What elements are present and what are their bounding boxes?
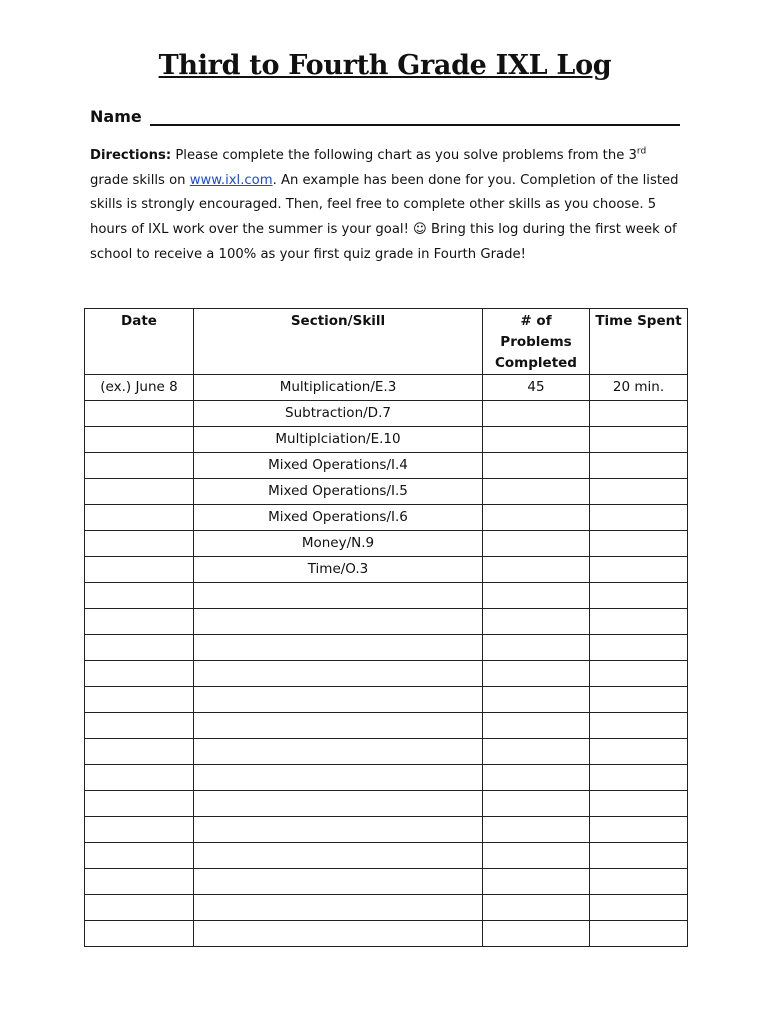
problems-cell bbox=[483, 583, 590, 609]
problems-cell bbox=[483, 479, 590, 505]
skill-cell bbox=[194, 583, 483, 609]
name-field-line[interactable] bbox=[150, 106, 680, 126]
table-row bbox=[85, 661, 688, 687]
table-row bbox=[85, 687, 688, 713]
table-row bbox=[85, 401, 688, 427]
skill-cell: Money/N.9 bbox=[194, 531, 483, 557]
time-cell bbox=[590, 401, 688, 427]
table-row bbox=[85, 791, 688, 817]
skill-cell: Multiplication/E.3 bbox=[194, 375, 483, 401]
problems-cell bbox=[483, 531, 590, 557]
table-row bbox=[85, 843, 688, 869]
problems-cell bbox=[483, 557, 590, 583]
date-cell bbox=[85, 869, 194, 895]
date-cell bbox=[85, 427, 194, 453]
problems-cell bbox=[483, 687, 590, 713]
date-cell bbox=[85, 817, 194, 843]
skill-cell: Subtraction/D.7 bbox=[194, 401, 483, 427]
problems-cell bbox=[483, 661, 590, 687]
problems-cell bbox=[483, 427, 590, 453]
skill-cell bbox=[194, 921, 483, 947]
time-cell bbox=[590, 713, 688, 739]
problems-cell bbox=[483, 843, 590, 869]
date-cell bbox=[85, 843, 194, 869]
skill-cell bbox=[194, 713, 483, 739]
directions-text-3: . An example has been done for you. Completion of the listed skills is strongly encouraged. Then, feel free to complete other skills as you choose. 5 hours of IXL work over the summer is your goal! ☺ Bring this log during the first week of school to receive a 100% as your first quiz grade in Fourth Grade! bbox=[90, 172, 679, 262]
time-cell bbox=[590, 843, 688, 869]
directions-superscript: rd bbox=[636, 146, 647, 157]
date-cell bbox=[85, 479, 194, 505]
time-cell bbox=[590, 739, 688, 765]
table-row bbox=[85, 895, 688, 921]
time-cell bbox=[590, 557, 688, 583]
date-cell bbox=[85, 895, 194, 921]
skill-cell bbox=[194, 817, 483, 843]
skill-cell: Mixed Operations/I.5 bbox=[194, 479, 483, 505]
problems-cell bbox=[483, 635, 590, 661]
skill-cell bbox=[194, 687, 483, 713]
table-row bbox=[85, 817, 688, 843]
problems-cell bbox=[483, 895, 590, 921]
table-row bbox=[85, 765, 688, 791]
table-row bbox=[85, 869, 688, 895]
problems-cell bbox=[483, 505, 590, 531]
time-cell bbox=[590, 453, 688, 479]
time-cell bbox=[590, 687, 688, 713]
date-cell bbox=[85, 713, 194, 739]
ixl-log-table bbox=[84, 308, 688, 947]
time-cell: 20 min. bbox=[590, 375, 688, 401]
skill-cell: Mixed Operations/I.4 bbox=[194, 453, 483, 479]
skill-cell bbox=[194, 869, 483, 895]
table-row bbox=[85, 557, 688, 583]
skill-cell bbox=[194, 895, 483, 921]
table-row bbox=[85, 921, 688, 947]
time-cell bbox=[590, 765, 688, 791]
date-cell bbox=[85, 557, 194, 583]
skill-cell bbox=[194, 843, 483, 869]
time-cell bbox=[590, 609, 688, 635]
date-cell: (ex.) June 8 bbox=[85, 375, 194, 401]
skill-cell bbox=[194, 661, 483, 687]
problems-cell bbox=[483, 609, 590, 635]
problems-cell bbox=[483, 765, 590, 791]
date-cell bbox=[85, 583, 194, 609]
problems-cell bbox=[483, 869, 590, 895]
table-row bbox=[85, 531, 688, 557]
skill-cell bbox=[194, 739, 483, 765]
time-cell bbox=[590, 921, 688, 947]
problems-cell bbox=[483, 453, 590, 479]
table-row bbox=[85, 635, 688, 661]
problems-cell bbox=[483, 739, 590, 765]
date-cell bbox=[85, 531, 194, 557]
time-cell bbox=[590, 531, 688, 557]
date-cell bbox=[85, 453, 194, 479]
time-cell bbox=[590, 869, 688, 895]
time-cell bbox=[590, 635, 688, 661]
time-cell bbox=[590, 479, 688, 505]
table-row bbox=[85, 375, 688, 401]
header-time-spent: Time Spent bbox=[590, 309, 688, 375]
time-cell bbox=[590, 505, 688, 531]
directions-text-2: grade skills on bbox=[90, 172, 190, 188]
skill-cell: Mixed Operations/I.6 bbox=[194, 505, 483, 531]
time-cell bbox=[590, 427, 688, 453]
skill-cell: Time/O.3 bbox=[194, 557, 483, 583]
date-cell bbox=[85, 921, 194, 947]
header-problems-completed: # of Problems Completed bbox=[483, 309, 590, 375]
problems-cell bbox=[483, 791, 590, 817]
date-cell bbox=[85, 739, 194, 765]
date-cell bbox=[85, 765, 194, 791]
header-date: Date bbox=[85, 309, 194, 375]
skill-cell bbox=[194, 791, 483, 817]
date-cell bbox=[85, 687, 194, 713]
name-label: Name bbox=[90, 107, 142, 126]
time-cell bbox=[590, 895, 688, 921]
time-cell bbox=[590, 791, 688, 817]
table-row bbox=[85, 427, 688, 453]
skill-cell bbox=[194, 609, 483, 635]
table-row bbox=[85, 505, 688, 531]
table-row bbox=[85, 609, 688, 635]
directions-label: Directions: bbox=[90, 148, 172, 163]
date-cell bbox=[85, 661, 194, 687]
date-cell bbox=[85, 635, 194, 661]
date-cell bbox=[85, 505, 194, 531]
date-cell bbox=[85, 401, 194, 427]
date-cell bbox=[85, 609, 194, 635]
problems-cell bbox=[483, 817, 590, 843]
skill-cell: Multiplciation/E.10 bbox=[194, 427, 483, 453]
directions-paragraph bbox=[90, 144, 686, 268]
time-cell bbox=[590, 817, 688, 843]
directions-text-1: Please complete the following chart as you solve problems from the 3 bbox=[171, 148, 637, 163]
table-row bbox=[85, 739, 688, 765]
skill-cell bbox=[194, 635, 483, 661]
page-title: Third to Fourth Grade IXL Log bbox=[158, 50, 612, 81]
ixl-link[interactable]: www.ixl.com bbox=[189, 172, 273, 188]
time-cell bbox=[590, 583, 688, 609]
table-row bbox=[85, 453, 688, 479]
problems-cell: 45 bbox=[483, 375, 590, 401]
table-row bbox=[85, 583, 688, 609]
problems-cell bbox=[483, 713, 590, 739]
date-cell bbox=[85, 791, 194, 817]
problems-cell bbox=[483, 921, 590, 947]
name-row bbox=[90, 106, 680, 126]
time-cell bbox=[590, 661, 688, 687]
table-row bbox=[85, 713, 688, 739]
table-header-row bbox=[85, 309, 688, 375]
header-section-skill: Section/Skill bbox=[194, 309, 483, 375]
problems-cell bbox=[483, 401, 590, 427]
skill-cell bbox=[194, 765, 483, 791]
table-row bbox=[85, 479, 688, 505]
table-body bbox=[85, 375, 688, 947]
